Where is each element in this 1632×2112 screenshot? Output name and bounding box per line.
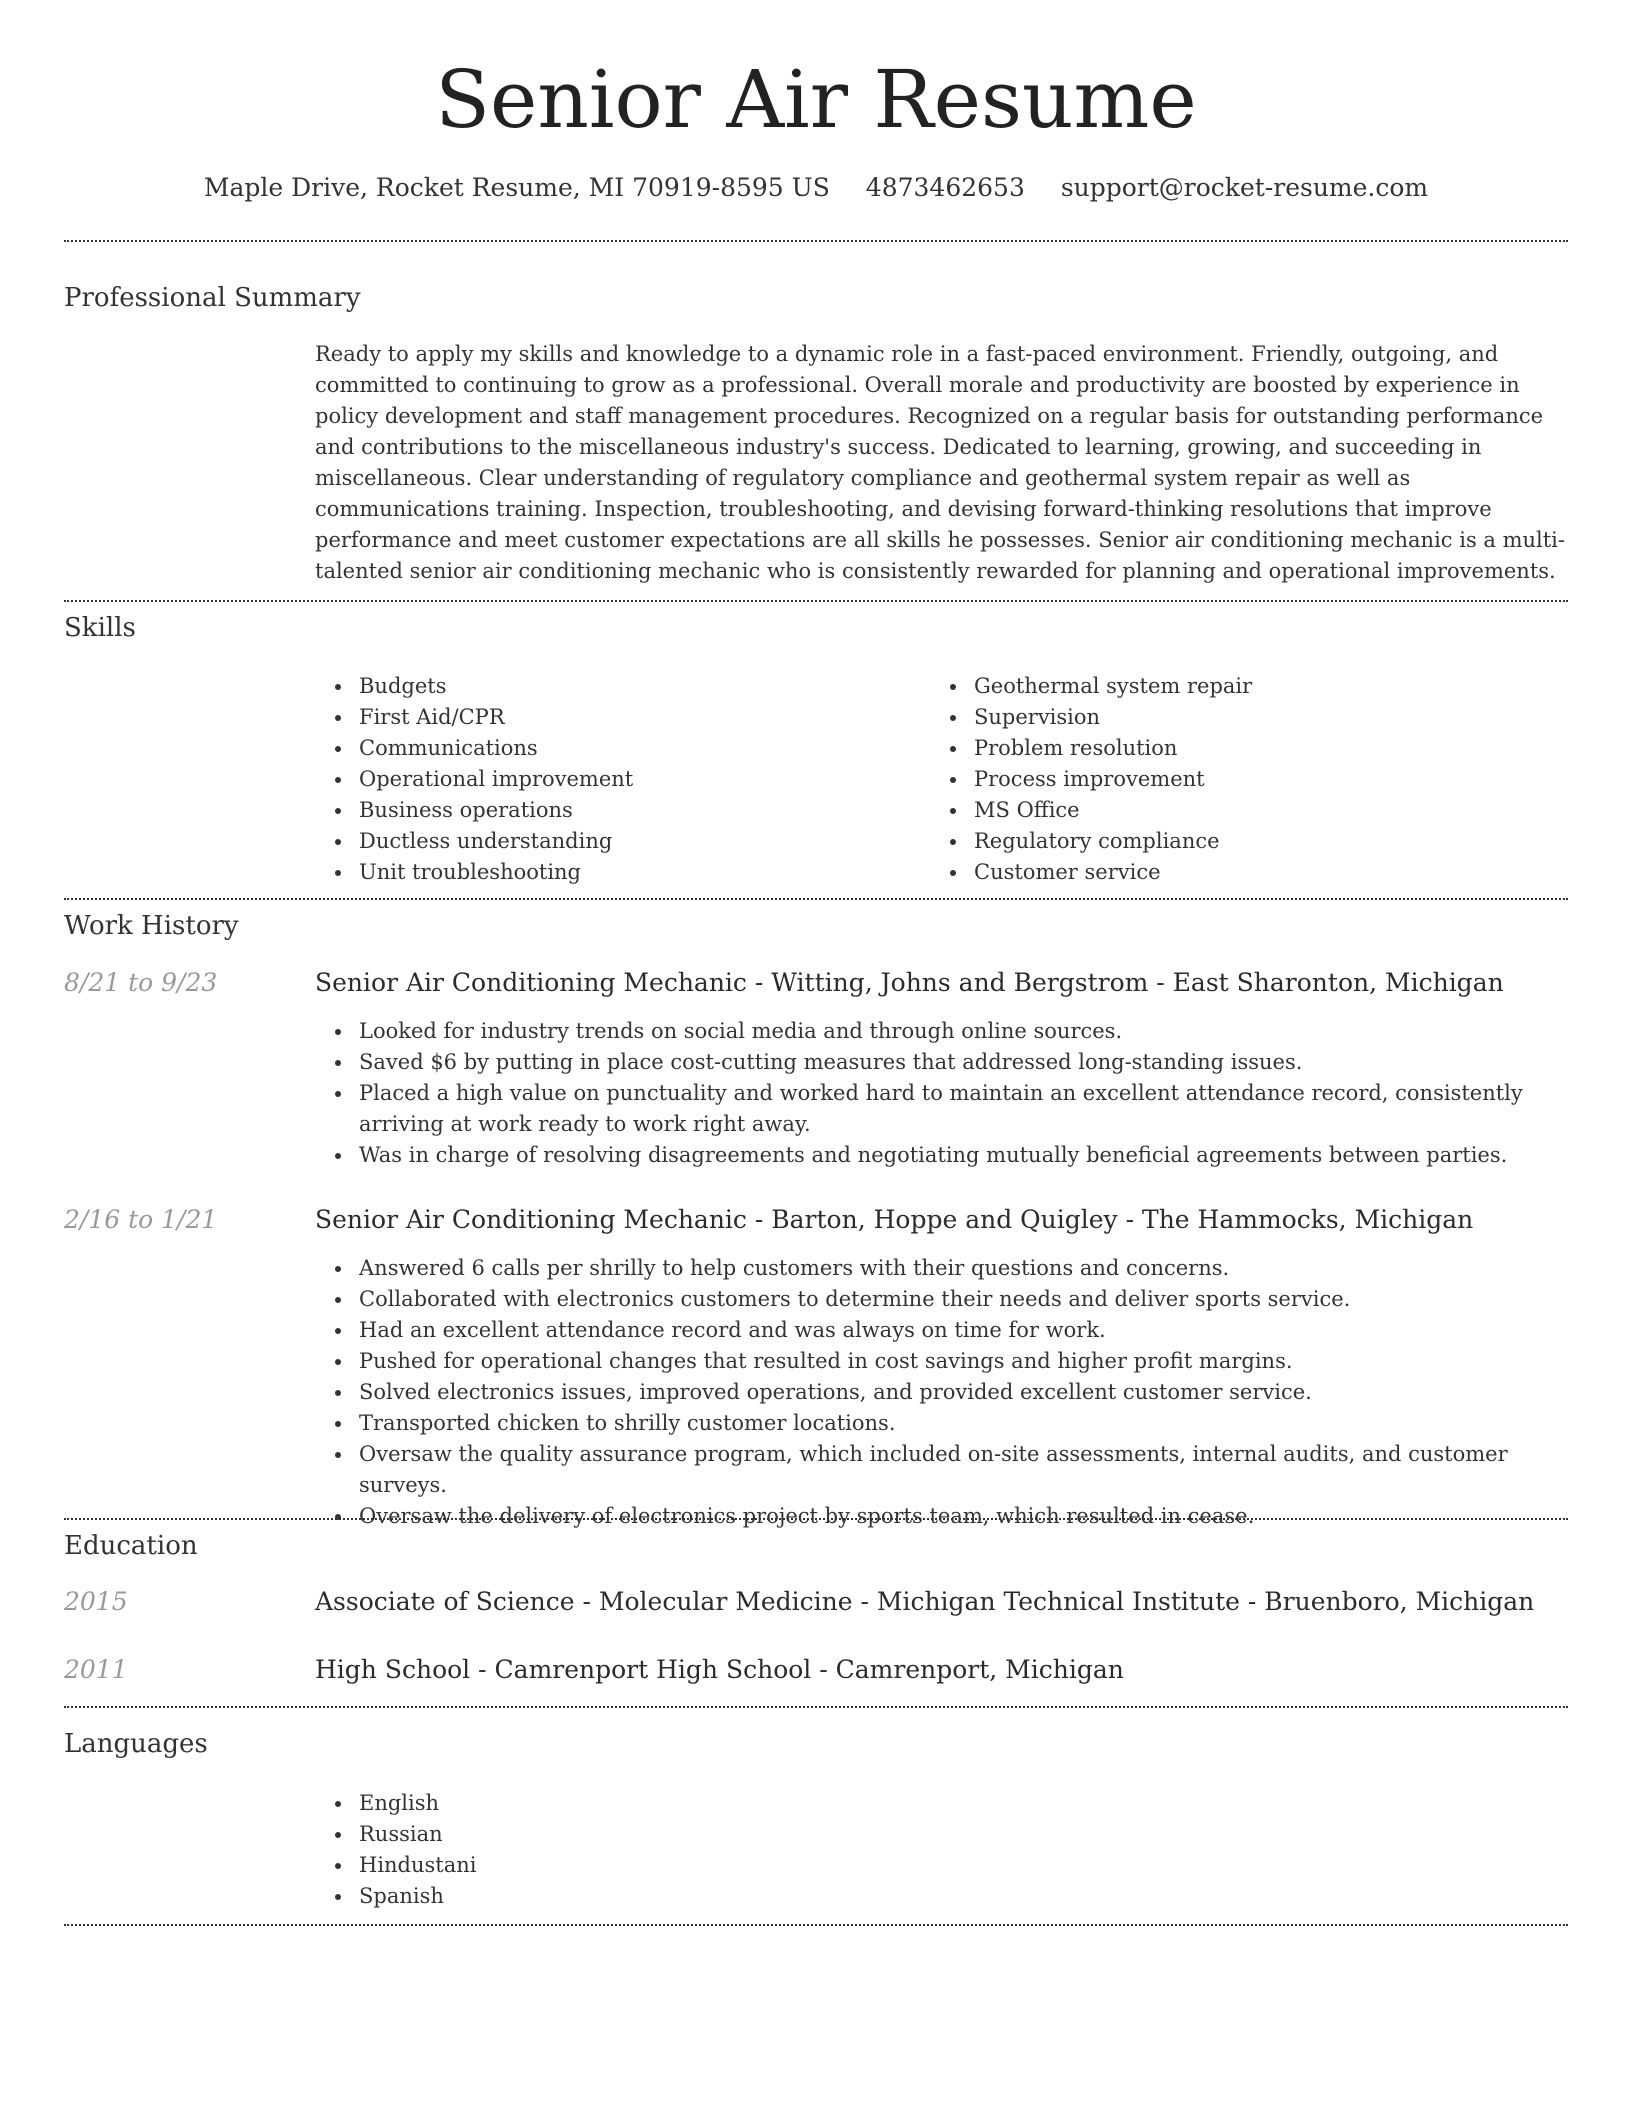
education-school: Camrenport High School (494, 1655, 812, 1684)
job-dates: 2/16 to 1/21 (64, 1205, 218, 1234)
job-company: Barton, Hoppe and Quigley (771, 1205, 1118, 1234)
skill-item: Budgets (359, 671, 915, 702)
job-bullet: Pushed for operational changes that resulted in cost savings and higher profit margins. (359, 1346, 1570, 1377)
divider (64, 240, 1568, 242)
job-bullet: Collaborated with electronics customers to determine their needs and deliver sports service. (359, 1284, 1570, 1315)
skill-item: Operational improvement (359, 764, 915, 795)
job-bullets (315, 1016, 1570, 1171)
skills-list-right (930, 671, 1530, 888)
job-position: Senior Air Conditioning Mechanic (315, 1205, 747, 1234)
education-entry: Associate of Science - Molecular Medicine - Michigan Technical Institute - Bruenboro, Michigan (315, 1587, 1535, 1616)
education-school: Michigan Technical Institute (876, 1587, 1240, 1616)
skills-list-left (315, 671, 915, 888)
divider (64, 1924, 1568, 1926)
education-year: 2011 (64, 1655, 128, 1684)
job-bullet: Looked for industry trends on social media and through online sources. (359, 1016, 1570, 1047)
divider (64, 898, 1568, 900)
education-field: Molecular Medicine (598, 1587, 853, 1616)
job-dates: 8/21 to 9/23 (64, 968, 218, 997)
job-title: Senior Air Conditioning Mechanic - Barton, Hoppe and Quigley - The Hammocks, Michigan (315, 1205, 1474, 1234)
skill-item: Communications (359, 733, 915, 764)
languages-heading: Languages (64, 1729, 208, 1759)
job-bullets (315, 1253, 1570, 1532)
skill-item: Problem resolution (974, 733, 1530, 764)
education-location: Camrenport, Michigan (835, 1655, 1124, 1684)
job-title: Senior Air Conditioning Mechanic - Witting, Johns and Bergstrom - East Sharonton, Michigan (315, 968, 1504, 997)
job-location: The Hammocks, Michigan (1142, 1205, 1474, 1234)
skill-item: First Aid/CPR (359, 702, 915, 733)
contact-line (0, 170, 1632, 206)
languages-list (315, 1788, 915, 1912)
skill-item: Business operations (359, 795, 915, 826)
skill-item: Unit troubleshooting (359, 857, 915, 888)
skills-heading: Skills (64, 613, 136, 643)
job-bullet: Placed a high value on punctuality and worked hard to maintain an excellent attendance record, consistently arriving at work ready to work right away. (359, 1078, 1570, 1140)
job-bullet: Was in charge of resolving disagreements and negotiating mutually beneficial agreements between parties. (359, 1140, 1570, 1171)
skill-item: Customer service (974, 857, 1530, 888)
education-heading: Education (64, 1531, 198, 1561)
work-heading: Work History (64, 911, 239, 941)
resume-title: Senior Air Resume (435, 53, 1197, 146)
job-bullet: Had an excellent attendance record and was always on time for work. (359, 1315, 1570, 1346)
skill-item: Regulatory compliance (974, 826, 1530, 857)
contact-email[interactable]: support@rocket-resume.com (1060, 173, 1429, 202)
education-degree: Associate of Science (315, 1587, 575, 1616)
job-company: Witting, Johns and Bergstrom (771, 968, 1149, 997)
contact-phone: 4873462653 (865, 173, 1025, 202)
job-position: Senior Air Conditioning Mechanic (315, 968, 747, 997)
education-location: Bruenboro, Michigan (1264, 1587, 1535, 1616)
language-item: Hindustani (359, 1850, 915, 1881)
job-bullet: Transported chicken to shrilly customer locations. (359, 1408, 1570, 1439)
job-location: East Sharonton, Michigan (1172, 968, 1504, 997)
job-bullet: Oversaw the delivery of electronics project by sports team, which resulted in cease. (359, 1501, 1570, 1532)
language-item: Russian (359, 1819, 915, 1850)
skill-item: Geothermal system repair (974, 671, 1530, 702)
contact-address: Maple Drive, Rocket Resume, MI 70919-8595 US (203, 173, 830, 202)
language-item: English (359, 1788, 915, 1819)
skill-item: Ductless understanding (359, 826, 915, 857)
education-entry: High School - Camrenport High School - Camrenport, Michigan (315, 1655, 1124, 1684)
job-bullet: Answered 6 calls per shrilly to help customers with their questions and concerns. (359, 1253, 1570, 1284)
summary-heading: Professional Summary (64, 283, 361, 313)
divider (64, 1706, 1568, 1708)
skill-item: Process improvement (974, 764, 1530, 795)
divider (64, 1518, 1568, 1520)
skill-item: MS Office (974, 795, 1530, 826)
job-bullet: Oversaw the quality assurance program, which included on-site assessments, internal audits, and customer surveys. (359, 1439, 1570, 1501)
education-degree: High School (315, 1655, 471, 1684)
divider (64, 600, 1568, 602)
summary-text: Ready to apply my skills and knowledge to a dynamic role in a fast-paced environment. Friendly, outgoing, and committed to continuing to grow as a professional. Overall morale and productivity are boosted by experience in policy development and staff management procedures. Recognized on a regular basis for outstanding performance and contributions to the miscellaneous industry's success. Dedicated to learning, growing, and succeeding in miscellaneous. Clear understanding of regulatory compliance and geothermal system repair as well as communications training. Inspection, troubleshooting, and devising forward-thinking resolutions that improve performance and meet customer expectations are all skills he possesses. Senior air conditioning mechanic is a multi-talented senior air conditioning mechanic who is consistently rewarded for planning and operational improvements. (315, 342, 1565, 583)
job-bullet: Saved $6 by putting in place cost-cutting measures that addressed long-standing issues. (359, 1047, 1570, 1078)
job-bullet: Solved electronics issues, improved operations, and provided excellent customer service. (359, 1377, 1570, 1408)
skill-item: Supervision (974, 702, 1530, 733)
education-year: 2015 (64, 1587, 128, 1616)
language-item: Spanish (359, 1881, 915, 1912)
